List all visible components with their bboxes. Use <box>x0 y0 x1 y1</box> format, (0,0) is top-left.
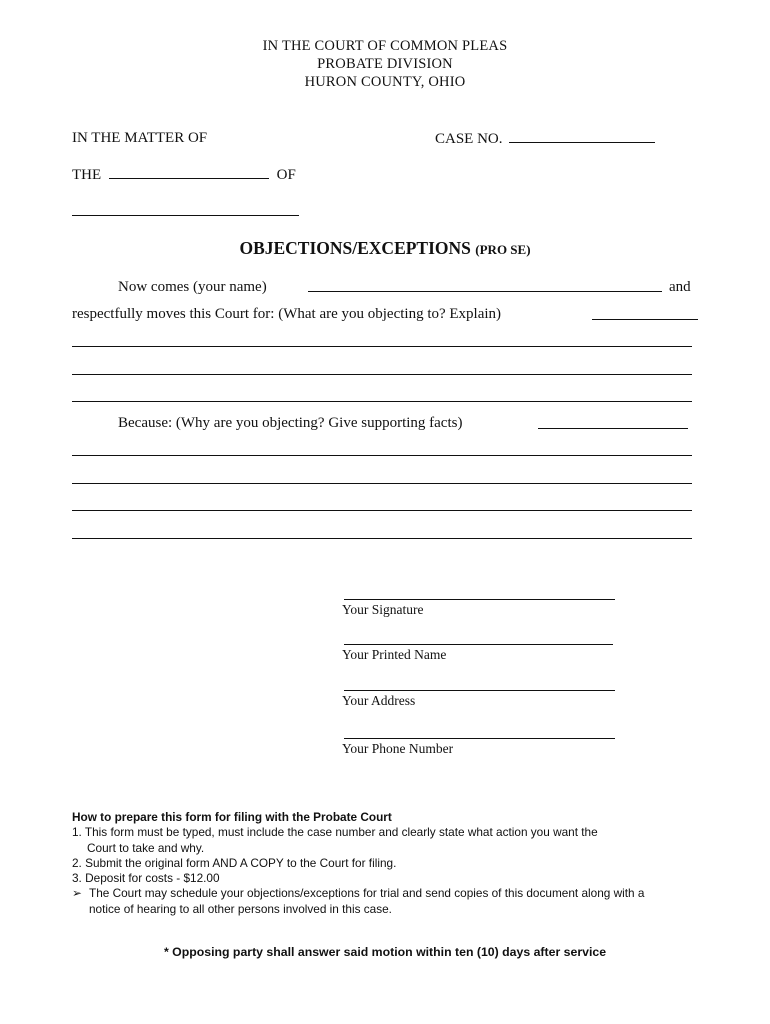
objection-field-2[interactable] <box>72 346 692 347</box>
reason-field-2[interactable] <box>72 455 692 456</box>
signature-label: Your Signature <box>342 602 424 617</box>
now-comes-label: Now comes (your name) <box>118 279 267 295</box>
form-title-sub: (PRO SE) <box>475 242 531 257</box>
matter-label: IN THE MATTER OF <box>72 130 208 146</box>
court-division: PROBATE DIVISION <box>317 56 453 72</box>
phone-label: Your Phone Number <box>342 741 454 756</box>
objection-field-4[interactable] <box>72 401 692 402</box>
and-label: and <box>669 279 691 295</box>
printed-name-label: Your Printed Name <box>342 647 447 662</box>
form-title <box>0 238 770 259</box>
instructions-heading: How to prepare this form for filing with the Probate Court <box>72 810 392 824</box>
printed-name-field[interactable] <box>344 644 613 645</box>
instruction-item-1-cont: Court to take and why. <box>87 840 205 855</box>
opposing-party-note: * Opposing party shall answer said motion within ten (10) days after service <box>163 945 607 959</box>
court-header <box>0 37 770 91</box>
your-name-field[interactable] <box>308 291 662 292</box>
case-no-label: CASE NO. <box>435 131 503 147</box>
case-number-field[interactable] <box>509 129 655 143</box>
court-name: IN THE COURT OF COMMON PLEAS <box>262 38 508 54</box>
instruction-item-4-cont: notice of hearing to all other persons involved in this case. <box>89 901 392 916</box>
signature-field[interactable] <box>344 599 615 600</box>
estate-type-field[interactable] <box>109 165 269 179</box>
instruction-item-3: 3. Deposit for costs - $12.00 <box>72 871 220 886</box>
arrow-bullet-icon: ➢ <box>72 886 82 901</box>
reason-field-1[interactable] <box>538 428 688 429</box>
the-label: THE <box>72 167 102 183</box>
objection-field-3[interactable] <box>72 374 692 375</box>
court-county: HURON COUNTY, OHIO <box>304 74 466 90</box>
of-label: OF <box>276 167 296 183</box>
objection-field-1[interactable] <box>592 319 698 320</box>
instruction-item-4 <box>72 886 712 917</box>
case-number-row <box>435 129 655 148</box>
phone-field[interactable] <box>344 738 615 739</box>
address-field[interactable] <box>344 690 615 691</box>
moves-court-label: respectfully moves this Court for: (What are you objecting to? Explain) <box>72 306 502 322</box>
form-title-main: OBJECTIONS/EXCEPTIONS <box>239 238 471 258</box>
filing-instructions <box>72 810 712 917</box>
reason-field-3[interactable] <box>72 483 692 484</box>
address-label: Your Address <box>342 693 416 708</box>
estate-type-row <box>72 165 296 184</box>
instruction-item-2: 2. Submit the original form AND A COPY to the Court for filing. <box>72 855 397 870</box>
reason-field-4[interactable] <box>72 510 692 511</box>
instruction-item-1: 1. This form must be typed, must include the case number and clearly state what action you want the <box>72 825 598 840</box>
reason-field-5[interactable] <box>72 538 692 539</box>
because-label: Because: (Why are you objecting? Give supporting facts) <box>118 415 463 431</box>
instruction-item-4-text: The Court may schedule your objections/exceptions for trial and send copies of this document along with a <box>89 886 645 901</box>
party-name-field[interactable] <box>72 215 299 216</box>
